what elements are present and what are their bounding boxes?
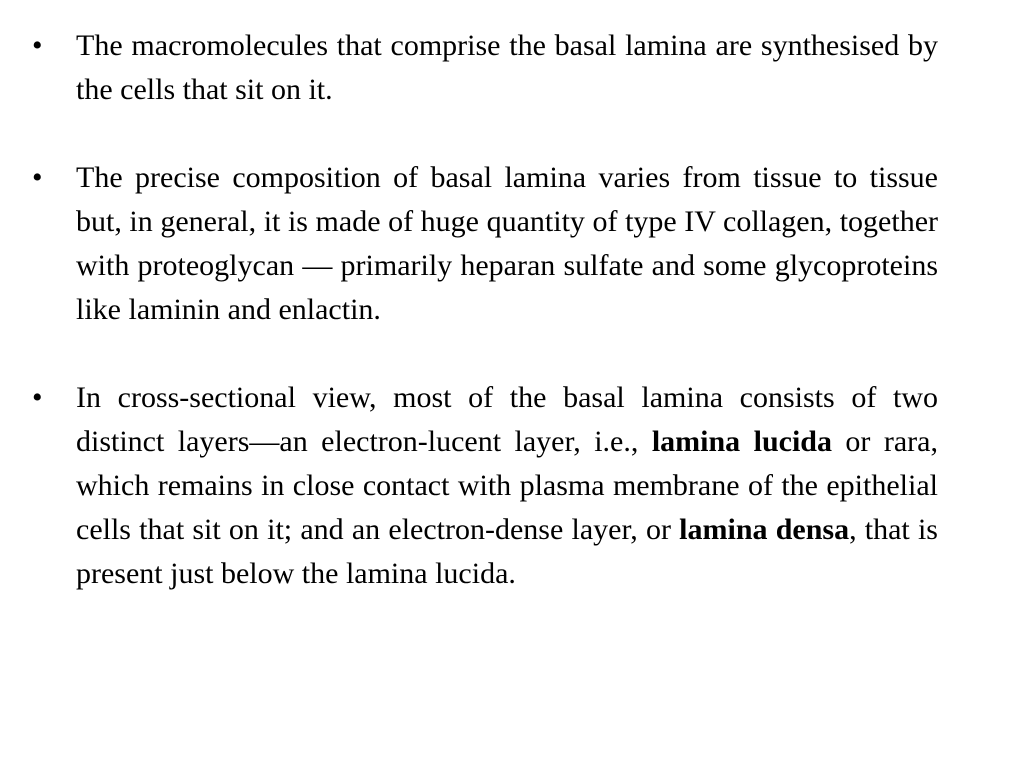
bullet-text — [76, 381, 938, 590]
bullet-marker: • — [32, 29, 43, 62]
bullet-text-segment: or rara, which remains in close contact with plasma membrane of the epithelial cells that sit on it; and an electron-dense layer, or — [76, 425, 938, 546]
term-lamina-lucida: lamina lucida — [651, 425, 832, 458]
bullet-marker: • — [32, 161, 43, 194]
term-lamina-densa: lamina densa — [679, 513, 850, 546]
bullet-marker: • — [32, 381, 43, 414]
bullet-item-synthesis — [32, 24, 938, 112]
bullet-text-segment: , that is present just below the lamina lucida. — [76, 513, 938, 590]
bullet-item-layers — [32, 376, 938, 596]
bullet-text: The precise composition of basal lamina varies from tissue to tissue but, in general, it is made of huge quantity of type IV collagen, together with proteoglycan — primarily heparan sulfate and some glycoproteins like laminin and enlactin. — [76, 161, 938, 326]
bullet-text: The macromolecules that comprise the basal lamina are synthesised by the cells that sit on it. — [76, 29, 938, 106]
bullet-list — [32, 24, 938, 596]
bullet-item-composition — [32, 156, 938, 332]
bullet-text-segment: In cross-sectional view, most of the basal lamina consists of two distinct layers—an electron-lucent layer, i.e., — [76, 381, 938, 458]
